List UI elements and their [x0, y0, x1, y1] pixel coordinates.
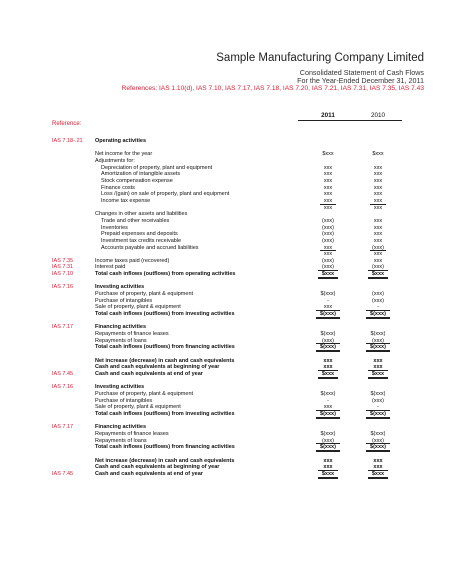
cell-value: (xxx): [322, 257, 334, 264]
cell-value: xxx: [373, 257, 383, 264]
value-2011: [304, 151, 352, 158]
cell-value: $(xxx): [366, 410, 390, 419]
row-label: Operating activities: [95, 138, 147, 144]
cell-value: xxx: [323, 197, 333, 204]
cell-value: $(xxx): [366, 310, 390, 319]
row-label: Net increase (decrease) in cash and cash equivalents: [95, 357, 235, 364]
cell-value: (xxx): [372, 264, 384, 271]
row-label: Sale of property, plant & equipment: [95, 404, 181, 411]
row-label: Cash and cash equivalents at end of year: [95, 470, 203, 477]
row-label: Investing activities: [95, 384, 145, 391]
table-row: [0, 245, 474, 252]
table-row: [0, 311, 474, 318]
value-2010: [354, 398, 402, 405]
value-2010: [354, 218, 402, 225]
table-row: [0, 398, 474, 405]
cell-value: $xxx: [368, 370, 388, 379]
cell-value: xxx: [373, 231, 383, 238]
cell-value: (xxx): [322, 264, 334, 271]
row-label: Finance costs: [101, 184, 135, 191]
row-label: Purchase of property, plant & equipment: [95, 291, 194, 298]
value-2010: [354, 178, 402, 185]
row-reference: IAS 7.17: [52, 424, 74, 431]
value-2010: [354, 191, 402, 198]
table-row: [0, 318, 474, 325]
cell-value: $xxx: [318, 470, 338, 479]
value-2011: [304, 291, 352, 298]
value-2010: [354, 311, 402, 318]
value-2010: [354, 231, 402, 238]
value-2010: [354, 151, 402, 158]
table-row: [0, 344, 474, 351]
value-2011: [304, 251, 352, 258]
value-2010: [354, 271, 402, 278]
table-row: [0, 225, 474, 232]
value-2011: [304, 471, 352, 478]
cell-value: -: [377, 404, 379, 411]
value-2011: [304, 165, 352, 172]
row-label: Net increase (decrease) in cash and cash equivalents: [95, 457, 235, 464]
table-row: [0, 205, 474, 212]
reference-label: Reference:: [52, 121, 82, 127]
value-2010: [354, 251, 402, 258]
table-row: [0, 351, 474, 358]
column-header-2011: 2011: [321, 112, 335, 119]
value-2010: [354, 258, 402, 265]
value-2011: [304, 358, 352, 365]
table-row: [0, 145, 474, 152]
value-2011: [304, 458, 352, 465]
row-label: Net income for the year: [95, 151, 153, 158]
cell-value: (xxx): [372, 291, 384, 298]
row-label: Inventories: [101, 224, 128, 231]
cash-flow-table: [0, 138, 474, 477]
cell-value: xxx: [373, 191, 383, 198]
table-row: [0, 471, 474, 478]
row-label: Financing activities: [95, 424, 147, 431]
row-label: Amortization of intangible assets: [101, 171, 181, 178]
cell-value: xxx: [323, 191, 333, 198]
cell-value: (xxx): [322, 337, 334, 344]
cell-value: -: [377, 304, 379, 311]
value-2010: [354, 458, 402, 465]
statement-title: Consolidated Statement of Cash Flows: [299, 68, 424, 77]
cell-value: $(xxx): [366, 443, 390, 452]
row-label: Total cash inflows (outflows) from financing activities: [95, 344, 235, 351]
value-2011: [304, 371, 352, 378]
row-reference: IAS 7.18-.21: [52, 138, 83, 144]
value-2011: [304, 205, 352, 212]
value-2011: [304, 238, 352, 245]
table-row: [0, 258, 474, 265]
cell-value: xxx: [323, 164, 333, 171]
cell-value: $(xxx): [316, 443, 340, 452]
value-2011: [304, 411, 352, 418]
cell-value: $(xxx): [320, 331, 336, 338]
row-label: Cash and cash equivalents at end of year: [95, 370, 203, 377]
company-name: Sample Manufacturing Company Limited: [216, 52, 424, 64]
value-2010: [354, 205, 402, 212]
cell-value: $xxx: [368, 470, 388, 479]
cell-value: $(xxx): [320, 390, 336, 397]
cell-value: xxx: [370, 250, 386, 257]
value-2011: [304, 298, 352, 305]
cell-value: xxx: [323, 404, 333, 411]
value-2011: [304, 178, 352, 185]
cell-value: xxx: [373, 464, 383, 471]
cell-value: xxx: [373, 224, 383, 231]
column-header-rule: [298, 120, 402, 121]
cell-value: $(xxx): [366, 343, 390, 352]
table-row: [0, 238, 474, 245]
cell-value: (xxx): [322, 231, 334, 238]
value-2011: [304, 344, 352, 351]
value-2011: [304, 225, 352, 232]
table-row: [0, 171, 474, 178]
cell-value: xxx: [323, 364, 333, 371]
cell-value: (xxx): [372, 437, 384, 444]
table-row: [0, 271, 474, 278]
table-row: [0, 418, 474, 425]
table-row: [0, 291, 474, 298]
table-row: [0, 438, 474, 445]
cell-value: (xxx): [322, 224, 334, 231]
value-2010: [354, 331, 402, 338]
value-2011: [304, 171, 352, 178]
cell-value: $(xxx): [320, 430, 336, 437]
row-reference: IAS 7.17: [52, 324, 74, 331]
row-label: Income tax expense: [101, 197, 151, 204]
table-row: [0, 298, 474, 305]
row-label: Purchase of intangibles: [95, 297, 153, 304]
table-row: [0, 304, 474, 311]
table-row: [0, 211, 474, 218]
cell-value: $(xxx): [370, 390, 386, 397]
table-row: [0, 138, 474, 145]
table-row: [0, 391, 474, 398]
table-row: [0, 431, 474, 438]
cell-value: (xxx): [372, 297, 384, 304]
cell-value: $(xxx): [320, 291, 336, 298]
value-2010: [354, 185, 402, 192]
value-2010: [354, 371, 402, 378]
table-row: [0, 458, 474, 465]
value-2010: [354, 411, 402, 418]
row-label: Total cash inflows (outflows) from investing activities: [95, 311, 235, 318]
table-row: [0, 264, 474, 271]
references-line: References: IAS 1.10(d), IAS 7.10, IAS 7.17, IAS 7.18, IAS 7.20, IAS 7.21, IAS 7.31, IAS 7.35, IAS 7.43: [121, 85, 424, 92]
row-label: Loss /(gain) on sale of property, plant and equipment: [101, 191, 230, 198]
cell-value: (xxx): [372, 337, 384, 344]
value-2011: [304, 398, 352, 405]
table-row: [0, 404, 474, 411]
cell-value: (xxx): [372, 244, 384, 251]
cell-value: xxx: [323, 184, 333, 191]
cell-value: xxx: [373, 217, 383, 224]
value-2010: [354, 391, 402, 398]
value-2010: [354, 238, 402, 245]
value-2011: [304, 431, 352, 438]
table-row: [0, 278, 474, 285]
row-label: Purchase of property, plant & equipment: [95, 390, 194, 397]
row-label: Purchase of intangibles: [95, 397, 153, 404]
cell-value: xxx: [323, 244, 333, 251]
cell-value: xxx: [373, 184, 383, 191]
table-row: [0, 411, 474, 418]
row-reference: IAS 7.16: [52, 284, 74, 291]
table-row: [0, 218, 474, 225]
table-row: [0, 364, 474, 371]
table-row: [0, 451, 474, 458]
table-row: [0, 178, 474, 185]
cell-value: $xxx: [322, 151, 334, 158]
row-label: Accounts payable and accrued liabilities: [101, 244, 199, 251]
cell-value: xxx: [373, 164, 383, 171]
cell-value: xxx: [373, 177, 383, 184]
row-reference: IAS 7.45: [52, 470, 74, 477]
value-2011: [304, 191, 352, 198]
table-row: [0, 324, 474, 331]
value-2010: [354, 291, 402, 298]
row-label: Repayments of loans: [95, 437, 147, 444]
row-reference: IAS 7.10: [52, 271, 74, 278]
table-row: [0, 444, 474, 451]
cell-value: $xxx: [318, 270, 338, 279]
cell-value: xxx: [373, 197, 383, 204]
cell-value: xxx: [373, 171, 383, 178]
row-label: Repayments of loans: [95, 337, 147, 344]
cell-value: $(xxx): [370, 430, 386, 437]
table-row: [0, 378, 474, 385]
row-reference: IAS 7.31: [52, 264, 74, 271]
value-2010: [354, 358, 402, 365]
cell-value: (xxx): [372, 397, 384, 404]
cell-value: xxx: [323, 304, 333, 311]
table-row: [0, 191, 474, 198]
value-2010: [354, 471, 402, 478]
cell-value: xxx: [320, 204, 336, 211]
value-2010: [354, 431, 402, 438]
table-row: [0, 158, 474, 165]
row-label: Trade and other receivables: [101, 217, 170, 224]
row-label: Prepaid expenses and deposits: [101, 231, 178, 238]
cell-value: xxx: [373, 237, 383, 244]
cell-value: $(xxx): [370, 331, 386, 338]
row-label: Repayments of finance leases: [95, 331, 169, 338]
row-label: Depreciation of property, plant and equipment: [101, 164, 213, 171]
table-row: [0, 424, 474, 431]
table-row: [0, 358, 474, 365]
row-label: Adjustments for:: [95, 157, 135, 164]
row-label: Total cash inflows (outflows) from investing activities: [95, 410, 235, 417]
cell-value: xxx: [323, 171, 333, 178]
cell-value: xxx: [320, 250, 336, 257]
value-2011: [304, 331, 352, 338]
table-row: [0, 284, 474, 291]
table-row: [0, 371, 474, 378]
value-2010: [354, 225, 402, 232]
cell-value: xxx: [373, 457, 383, 464]
row-label: Sale of property, plant & equipment: [95, 304, 181, 311]
value-2011: [304, 218, 352, 225]
value-2010: [354, 165, 402, 172]
cell-value: (xxx): [322, 437, 334, 444]
row-label: Cash and cash equivalents at beginning of year: [95, 364, 220, 371]
row-label: Financing activities: [95, 324, 147, 331]
value-2011: [304, 231, 352, 238]
row-label: Total cash inflows (outflows) from operating activities: [95, 271, 236, 278]
column-header-2010: 2010: [370, 112, 385, 119]
cell-value: $(xxx): [316, 343, 340, 352]
row-label: Investing activities: [95, 284, 145, 291]
table-row: [0, 251, 474, 258]
row-label: Repayments of finance leases: [95, 430, 169, 437]
cell-value: xxx: [323, 357, 333, 364]
table-row: [0, 151, 474, 158]
cell-value: xxx: [370, 204, 386, 211]
cell-value: xxx: [323, 457, 333, 464]
cell-value: xxx: [373, 364, 383, 371]
table-row: [0, 165, 474, 172]
value-2011: [304, 391, 352, 398]
cell-value: $xxx: [368, 270, 388, 279]
cell-value: (xxx): [322, 217, 334, 224]
value-2010: [354, 344, 402, 351]
value-2011: [304, 444, 352, 451]
value-2011: [304, 258, 352, 265]
table-row: [0, 331, 474, 338]
cell-value: $(xxx): [316, 410, 340, 419]
table-row: [0, 231, 474, 238]
cell-value: xxx: [373, 357, 383, 364]
row-label: Income taxes paid (recovered): [95, 257, 170, 264]
value-2011: [304, 311, 352, 318]
row-label: Changes in other assets and liabilities: [95, 211, 188, 218]
row-reference: IAS 7.16: [52, 384, 74, 391]
value-2010: [354, 171, 402, 178]
row-label: Investment tax credits receivable: [101, 237, 182, 244]
value-2010: [354, 298, 402, 305]
value-2010: [354, 444, 402, 451]
table-row: [0, 384, 474, 391]
statement-period: For the Year-Ended December 31, 2011: [297, 76, 424, 85]
row-reference: IAS 7.35: [52, 257, 74, 264]
cell-value: -: [327, 397, 329, 404]
row-label: Cash and cash equivalents at beginning of year: [95, 464, 220, 471]
row-label: Interest paid: [95, 264, 126, 271]
cell-value: (xxx): [322, 237, 334, 244]
cell-value: -: [327, 297, 329, 304]
table-row: [0, 198, 474, 205]
value-2011: [304, 185, 352, 192]
table-row: [0, 185, 474, 192]
cell-value: $xxx: [318, 370, 338, 379]
row-label: Total cash inflows (outflows) from financing activities: [95, 444, 235, 451]
cell-value: xxx: [323, 464, 333, 471]
row-reference: IAS 7.45: [52, 370, 74, 377]
table-row: [0, 464, 474, 471]
cell-value: $xxx: [372, 151, 384, 158]
cell-value: $(xxx): [316, 310, 340, 319]
cell-value: xxx: [323, 177, 333, 184]
value-2011: [304, 271, 352, 278]
table-row: [0, 338, 474, 345]
row-label: Stock compensation expense: [101, 177, 173, 184]
